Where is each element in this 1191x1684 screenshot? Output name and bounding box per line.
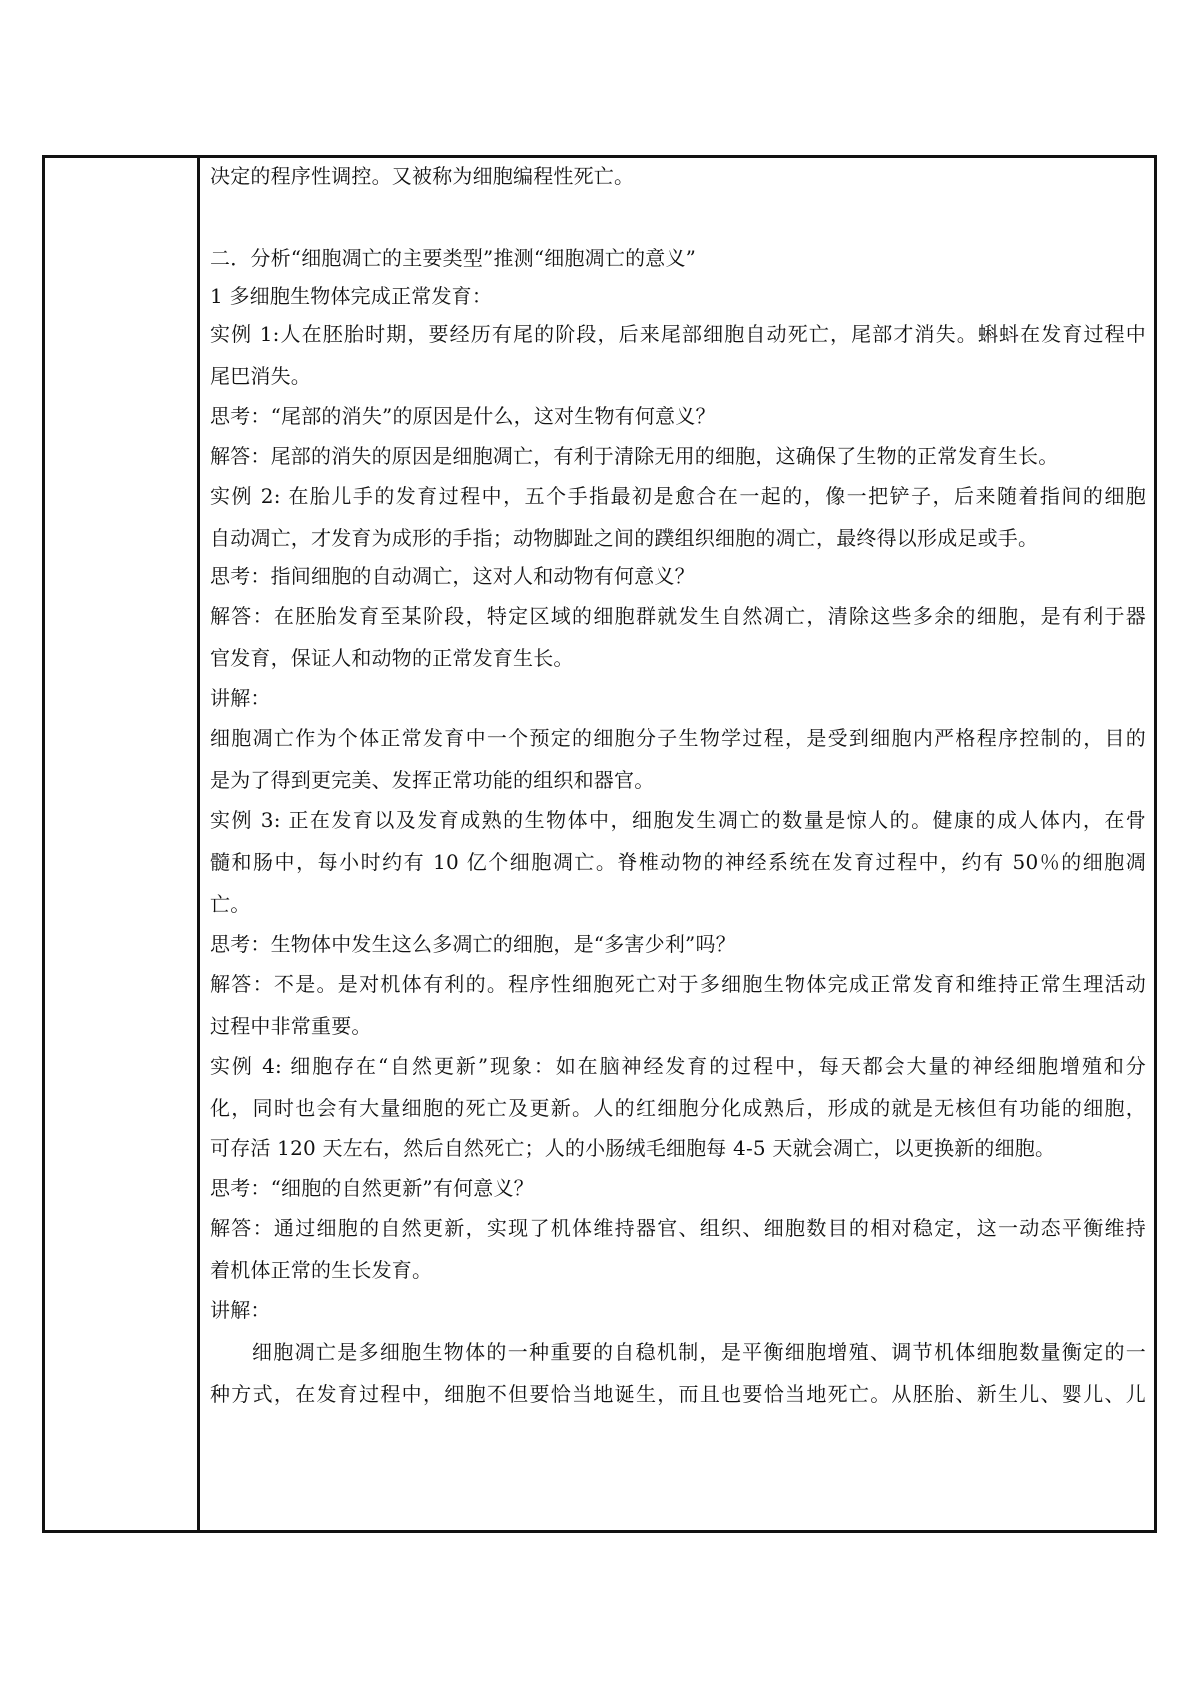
subheading: 1 多细胞生物体完成正常发育： bbox=[210, 284, 493, 308]
text-line: 细胞凋亡作为个体正常发育中一个预定的细胞分子生物学过程，是受到细胞内严格程序控制的，目的 bbox=[210, 726, 1146, 750]
text-line: 思考：生物体中发生这么多凋亡的细胞，是“多害少利”吗？ bbox=[210, 932, 736, 956]
text-line: 尾巴消失。 bbox=[210, 364, 311, 388]
text-line: 过程中非常重要。 bbox=[210, 1014, 372, 1038]
text-line: 思考：指间细胞的自动凋亡，这对人和动物有何意义？ bbox=[210, 564, 695, 588]
table-column-divider bbox=[197, 155, 200, 1533]
text-line: 讲解： bbox=[210, 1298, 271, 1322]
text-line: 是为了得到更完美、发挥正常功能的组织和器官。 bbox=[210, 768, 655, 792]
table-left-cell bbox=[45, 158, 197, 1530]
section-heading: 二．分析“细胞凋亡的主要类型”推测“细胞凋亡的意义” bbox=[210, 246, 697, 270]
table-border-bottom bbox=[42, 1530, 1157, 1533]
text-line: 解答：尾部的消失的原因是细胞凋亡，有利于清除无用的细胞，这确保了生物的正常发育生长。 bbox=[210, 444, 1059, 468]
text-line: 解答：通过细胞的自然更新，实现了机体维持器官、组织、细胞数目的相对稳定，这一动态平衡维持 bbox=[210, 1216, 1146, 1240]
text-line: 自动凋亡，才发育为成形的手指；动物脚趾之间的蹼组织细胞的凋亡，最终得以形成足或手。 bbox=[210, 526, 1039, 550]
text-line: 亡。 bbox=[210, 892, 251, 916]
text-line: 解答：不是。是对机体有利的。程序性细胞死亡对于多细胞生物体完成正常发育和维持正常生理活动 bbox=[210, 972, 1146, 996]
table-border-right bbox=[1154, 155, 1157, 1533]
text-line: 决定的程序性调控。又被称为细胞编程性死亡。 bbox=[210, 164, 635, 188]
text-line: 实例 4: 细胞存在“自然更新”现象：如在脑神经发育的过程中，每天都会大量的神经细胞增殖和分 bbox=[210, 1054, 1146, 1078]
text-line: 思考：“细胞的自然更新”有何意义？ bbox=[210, 1176, 534, 1200]
text-line: 细胞凋亡是多细胞生物体的一种重要的自稳机制，是平衡细胞增殖、调节机体细胞数量衡定的一 bbox=[252, 1340, 1146, 1364]
text-line: 种方式，在发育过程中，细胞不但要恰当地诞生，而且也要恰当地死亡。从胚胎、新生儿、婴儿、儿 bbox=[210, 1382, 1146, 1406]
text-line: 实例 2: 在胎儿手的发育过程中，五个手指最初是愈合在一起的，像一把铲子，后来随着指间的细胞 bbox=[210, 484, 1146, 508]
text-line: 官发育，保证人和动物的正常发育生长。 bbox=[210, 646, 574, 670]
text-line: 髓和肠中，每小时约有 10 亿个细胞凋亡。脊椎动物的神经系统在发育过程中，约有 50％的细胞凋 bbox=[210, 850, 1146, 874]
text-line: 化，同时也会有大量细胞的死亡及更新。人的红细胞分化成熟后，形成的就是无核但有功能的细胞， bbox=[210, 1096, 1146, 1120]
text-line: 解答：在胚胎发育至某阶段，特定区域的细胞群就发生自然凋亡，清除这些多余的细胞，是有利于器 bbox=[210, 604, 1146, 628]
text-line: 可存活 120 天左右，然后自然死亡；人的小肠绒毛细胞每 4-5 天就会凋亡，以更换新的细胞。 bbox=[210, 1136, 1056, 1160]
table-border-top bbox=[42, 155, 1157, 158]
text-line: 思考：“尾部的消失”的原因是什么，这对生物有何意义？ bbox=[210, 404, 716, 428]
text-line: 讲解： bbox=[210, 686, 271, 710]
text-line: 着机体正常的生长发育。 bbox=[210, 1258, 433, 1282]
text-line: 实例 3: 正在发育以及发育成熟的生物体中，细胞发生凋亡的数量是惊人的。健康的成人体内，在骨 bbox=[210, 808, 1146, 832]
text-line: 实例 1:人在胚胎时期，要经历有尾的阶段，后来尾部细胞自动死亡，尾部才消失。蝌蚪在发育过程中 bbox=[210, 322, 1146, 346]
